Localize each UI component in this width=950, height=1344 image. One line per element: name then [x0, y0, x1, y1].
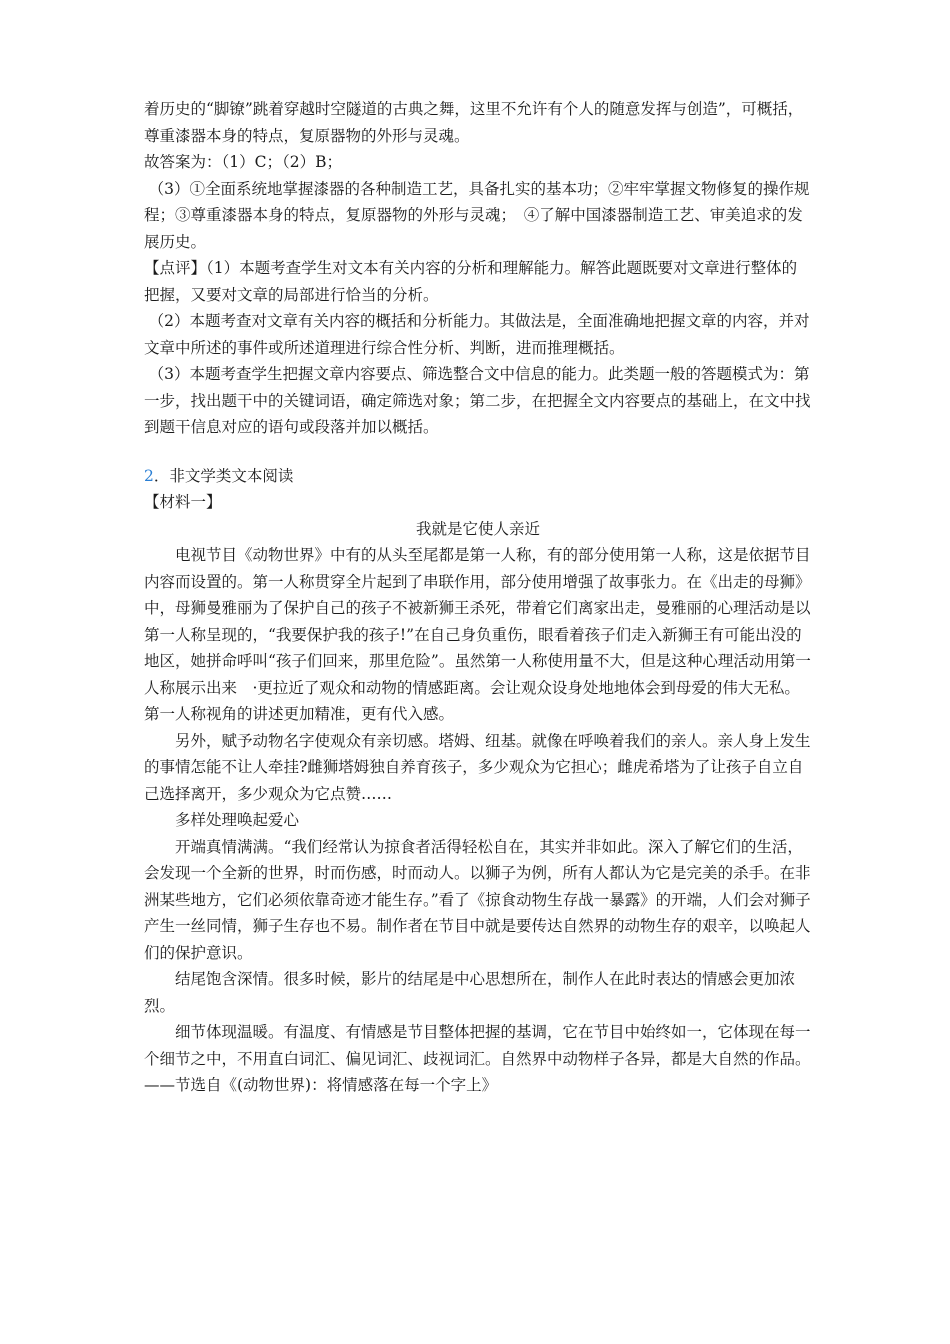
- paragraph-continuation: 着历史的“脚镣”跳着穿越时空隧道的古典之舞，这里不允许有个人的随意发挥与创造”，可概括，尊重漆器本身的特点，复原器物的外形与灵魂。: [144, 100, 804, 145]
- document-page: [144, 96, 812, 1099]
- article-paragraph-3: 开端真情满满。“我们经常认为掠食者活得轻松自在，其实并非如此。深入了解它们的生活，会发现一个全新的世界，时而伤感，时而动人。以狮子为例，所有人都认为它是完美的杀手。在非洲某些地方，它们必须依靠奇迹才能生存。”看了《掠食动物生存战一暴露》的开端，人们会对狮子产生一丝同情，狮子生存也不易。制作者在节目中就是要传达自然界的动物生存的艰辛，以唤起人们的保护意识。: [144, 837, 811, 962]
- answer-line: 故答案为：（1）C；（2）B；: [144, 153, 342, 171]
- article-paragraph-2: 另外，赋予动物名字使观众有亲切感。塔姆、纽基。就像在呼唤着我们的亲人。亲人身上发生的事情怎能不让人牵挂?雌狮塔姆独自养育孩子，多少观众为它担心；雌虎希塔为了让孩子自立自己选择离开，多少观众为它点赞……: [144, 731, 811, 803]
- question-number: 2: [144, 466, 154, 485]
- comment-3: （3）本题考查学生把握文章内容要点、筛选整合文中信息的能力。此类题一般的答题模式为：第一步，找出题干中的关键词语，确定筛选对象；第二步，在把握全文内容要点的基础上，在文中找到题干信息对应的语句或段落并加以概括。: [144, 365, 811, 436]
- article-paragraph-5: 细节体现温暖。有温度、有情感是节目整体把握的基调，它在节目中始终如一，它体现在每一个细节之中，不用直白词汇、偏见词汇、歧视词汇。自然界中动物样子各异，都是大自然的作品。——节选自《(动物世界)：将情感落在每一个字上》: [144, 1023, 811, 1094]
- material-label: 【材料一】: [144, 493, 222, 511]
- article-title: 我就是它使人亲近: [415, 519, 540, 538]
- article-subheading: 多样处理唤起爱心: [175, 811, 300, 829]
- question-title: ．非文学类文本阅读: [153, 466, 294, 485]
- comment-2: （2）本题考查对文章有关内容的概括和分析能力。其做法是，全面准确地把握文章的内容，并对文章中所述的事件或所述道理进行综合性分析、判断，进而推理概括。: [144, 312, 810, 357]
- article-paragraph-1: 电视节目《动物世界》中有的从头至尾都是第一人称，有的部分使用第一人称，这是依据节目内容而设置的。第一人称贯穿全片起到了串联作用，部分使用增强了故事张力。在《出走的母狮》中，母狮曼雅丽为了保护自己的孩子不被新狮王杀死，带着它们离家出走，曼雅丽的心理活动是以第一人称呈现的，“我要保护我的孩子!”在自己身负重伤，眼看着孩子们走入新狮王有可能出没的地区，她拼命呼叫“孩子们回来，那里危险”。虽然第一人称使用量不大，但是这种心理活动用第一人称展示出来 ·更拉近了观众和动物的情感距离。会让观众设身处地地体会到母爱的伟大无私。第一人称视角的讲述更加精准，更有代入感。: [144, 546, 811, 723]
- article-paragraph-4: 结尾饱含深情。很多时候，影片的结尾是中心思想所在，制作人在此时表达的情感会更加浓烈。: [144, 970, 796, 1015]
- section-gap: [144, 441, 812, 463]
- answer-3: （3）①全面系统地掌握漆器的各种制造工艺，具备扎实的基本功；②牢牢掌握文物修复的操作规程；③尊重漆器本身的特点，复原器物的外形与灵魂； ④了解中国漆器制造工艺、审美追求的发展历史。: [144, 179, 810, 251]
- comment-1: 【点评】（1）本题考查学生对文本有关内容的分析和理解能力。解答此题既要对文章进行整体的把握，又要对文章的局部进行恰当的分析。: [144, 259, 798, 304]
- question-heading: [144, 463, 812, 490]
